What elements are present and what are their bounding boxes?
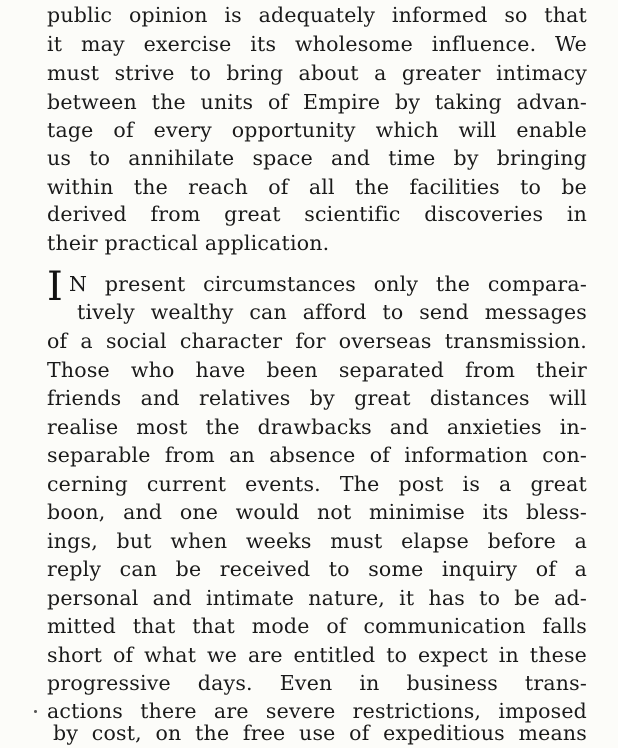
- paragraph2-line: tively wealthy can afford to send messages: [77, 300, 587, 324]
- paragraph2-line: friends and relatives by great distances will: [47, 386, 587, 410]
- print-speck: [34, 710, 37, 713]
- paragraph1-line: must strive to bring about a greater intimacy: [47, 61, 587, 85]
- paragraph1-line: tage of every opportunity which will enable: [47, 118, 587, 142]
- paragraph2-line: by cost, on the free use of expeditious means: [53, 721, 587, 745]
- paragraph2-line: separable from an absence of information con-: [47, 443, 587, 467]
- paragraph2-line: actions there are severe restrictions, imposed: [47, 699, 587, 723]
- paragraph2-line: personal and intimate nature, it has to be ad-: [47, 586, 587, 610]
- paragraph2-line: mitted that that mode of communication falls: [47, 614, 587, 638]
- paragraph2-line: ings, but when weeks must elapse before a: [47, 529, 587, 553]
- paragraph2-line: cerning current events. The post is a great: [47, 472, 587, 496]
- paragraph2-line: progressive days. Even in business trans-: [47, 671, 587, 695]
- paragraph2-line: Those who have been separated from their: [47, 358, 587, 382]
- paragraph1-line: it may exercise its wholesome influence. We: [47, 32, 587, 56]
- paragraph1-line: public opinion is adequately informed so that: [47, 3, 587, 27]
- paragraph2-line: reply can be received to some inquiry of a: [47, 557, 587, 581]
- paragraph1-line: us to annihilate space and time by bringing: [47, 146, 587, 170]
- paragraph2-line: short of what we are entitled to expect in these: [47, 643, 587, 667]
- paragraph2-line: of a social character for overseas transmission.: [47, 329, 587, 353]
- drop-cap: I: [47, 264, 63, 310]
- paragraph2-first-line: N present circumstances only the compara-: [69, 272, 587, 296]
- paragraph1-line: their practical application.: [47, 231, 330, 255]
- paragraph1-line: derived from great scientific discoveries in: [47, 202, 587, 226]
- paragraph2-line: realise most the drawbacks and anxieties in-: [47, 415, 587, 439]
- paragraph2-line: boon, and one would not minimise its bless-: [47, 500, 587, 524]
- paragraph1-line: within the reach of all the facilities to be: [47, 175, 587, 199]
- paragraph1-line: between the units of Empire by taking advan-: [47, 90, 587, 114]
